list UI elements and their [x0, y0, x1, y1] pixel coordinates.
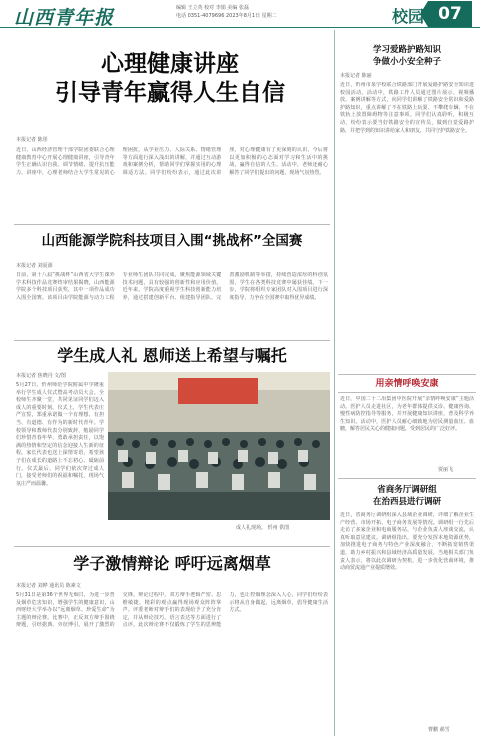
side2-headline: 用亲情呼唤安康 [375, 379, 439, 389]
ceremony-photo [108, 372, 330, 520]
side1-byline: 本报记者 陈丽 [340, 73, 372, 79]
divider [338, 392, 476, 393]
article2-body: 日前，第十八届“挑战杯”山西省大学生课外学术科技作品竞赛终审结果揭晓，山西能源学院多个科技项目获奖，其中一项作品成功入围全国赛。该项目由学院能源与动力工程专业师生团队共同完成，聚焦能源领域关键技术问题，具有较强的创新性和应用价值。近年来，学院高度重视学生科技创新能力培养，通过搭建创新平台、组建指导团队、完善激励机制等举措，持续营造浓厚的科创氛围，学生在各类科技竞赛中屡获佳绩。下一步，学院将组织专家团队对入围项目进行深度指导，力争在全国赛中取得优异成绩。 [16, 272, 328, 301]
meta-line-2: 电话 0351-4079696 2023年8月1日 星期二 [176, 13, 277, 19]
article4-byline: 本报记者 刘晔 通讯员 陈素文 [16, 583, 81, 589]
divider [14, 224, 330, 225]
article1-body: 近日，山西经济管理干部学院团委联合心理健康教育中心开展心理健康讲座，引导青年学生正确认识自我、调节情绪、提升抗压能力。讲座中，心理老师结合大学生常见的心理困扰，从学业压力、人际关系、情绪管理等方面进行深入浅出的讲解，并通过互动游戏和案例分析，帮助同学们掌握实用的心理调适方法。同学们纷纷表示，通过此次讲座，对心理健康有了更深刻的认识，今后将以更加积极的心态面对学习和生活中的挑战，赢得自信的人生。活动中，老师还耐心解答了同学们提出的问题，现场气氛热烈。 [16, 147, 328, 176]
side1-title-line2: 争做小小安全种子 [372, 57, 441, 67]
article2-byline: 本报记者 刘夏源 [16, 263, 53, 269]
newspaper-logo: 山西青年报 [14, 7, 115, 29]
column-divider [334, 30, 335, 736]
article1-headline [14, 50, 326, 108]
divider [338, 374, 476, 375]
article1-title-line1: 心理健康讲座 [101, 51, 239, 77]
divider [14, 340, 330, 341]
article2-headline: 山西能源学院科技项目入围“挑战杯”全国赛 [41, 233, 303, 249]
divider [338, 478, 476, 479]
side1-body: 近日，忻州市某学校联合铁路部门开展爱路护路安全知识进校园活动。活动中，铁路工作人员通过图片展示、视频播放、案例讲解等方式，向同学们讲解了铁路安全常识和爱路护路知识，重点讲解了不在铁路上玩耍、不攀爬车辆、不在铁轨上放置障碍物等注意事项。同学们认真聆听，积极互动，纷纷表示要当好铁路安全的宣传员，做到自觉爱路护路，并把学到的知识讲给家人和朋友，共同守护铁路安全。 [340, 82, 474, 134]
photo-caption: 成人礼现场。 忻州 供图 [236, 525, 290, 531]
divider [14, 546, 330, 547]
side3-author: 曹鹏 郝雪 [428, 727, 450, 733]
masthead-meta [176, 4, 277, 20]
side2-author: 贾丽飞 [438, 467, 454, 473]
side1-headline [338, 44, 476, 68]
article1-byline: 本报记者 陈彤 [16, 137, 48, 143]
article3-headline: 学生成人礼 恩师送上希望与嘱托 [57, 346, 287, 365]
side2-body: 近日，中国二十二冶集团中医院开展“亲情呼唤安康”主题活动。医护人员走进社区，为老年群体提供义诊、健康咨询、慢性病防控指导等服务，并开展健康知识讲座，普及科学养生知识。活动中，医护人员耐心细致地为居民测量血压、血糖，解答居民关心的健康问题，受到居民的广泛好评。 [340, 396, 474, 433]
side3-title-line2: 在治西县进行调研 [372, 497, 441, 507]
side3-headline [338, 484, 476, 508]
side3-title-line1: 省商务厅调研组 [377, 485, 437, 495]
section-name: 校园 [392, 7, 425, 26]
article3-body: 5月27日，忻州师范学院附属中学隆重举行学生成人仪式暨高考动员大会。全校师生齐聚一堂，共同见证同学们迈入成人的重要时刻。仪式上，学生代表庄严宣誓，郑重承诺做一个有理想、有担当、有道德、有作为的新时代青年。学校领导和教师代表分别致辞，勉励同学们珍惜青春年华，勇敢承担责任，以饱满的热情和坚定的信念迎接人生新的征程。家长代表也送上深情寄语，希望孩子们在成长的道路上不忘初心、砥砺前行。仪式最后，同学们依次穿过成人门，接受老师们的祝福和嘱托，现场气氛庄严而温馨。 [16, 382, 104, 487]
article3-byline: 本报记者 焦晓丹 文/图 [16, 373, 66, 379]
article4-headline: 学子激情辩论 呼吁远离烟草 [73, 554, 271, 573]
side3-body: 近日，省商务厅调研组深入县域企业调研，详细了解企业生产经营、市场开拓、电子商务发展等情况。调研组一行先后走访了多家企业和电商服务站，与企业负责人座谈交流，认真听取意见建议。调研组指出，要充分发挥本地资源优势，加快推进电子商务与特色产业深度融合，不断拓宽销售渠道，助力乡村振兴和县域经济高质量发展。当地相关部门负责人表示，将以此次调研为契机，进一步优化营商环境，推动商贸流通产业提质增效。 [340, 512, 474, 572]
page-number: 07 [428, 1, 472, 27]
side1-title-line1: 学习爱路护路知识 [372, 45, 441, 55]
meta-line-1: 编辑 王立英 校对 李娟 美编 张磊 [176, 5, 249, 11]
article4-body: 5月31日是第36个世界无烟日，为进一步普及烟草危害知识，增强学生的健康意识，山西财经大学举办以“远离烟草、珍爱生命”为主题的辩论赛。比赛中，正反双方辩手围绕辩题，引经据典、旁征博引，展开了激烈的交锋。辩论过程中，双方辩手逻辑严密、思维敏捷，精彩的观点赢得现场观众阵阵掌声。评委老师对辩手们的表现给予了充分肯定，并从辩论技巧、语言表达等方面进行了点评。此次辩论赛不仅锻炼了学生的思辨能力，也让控烟理念深入人心，同学们纷纷表示将从自身做起，远离烟草，倡导健康生活方式。 [16, 592, 328, 629]
article3-tail [108, 532, 330, 542]
article1-title-line2: 引导青年赢得人生自信 [55, 80, 285, 106]
ceremony-photo-illustration [108, 372, 330, 520]
